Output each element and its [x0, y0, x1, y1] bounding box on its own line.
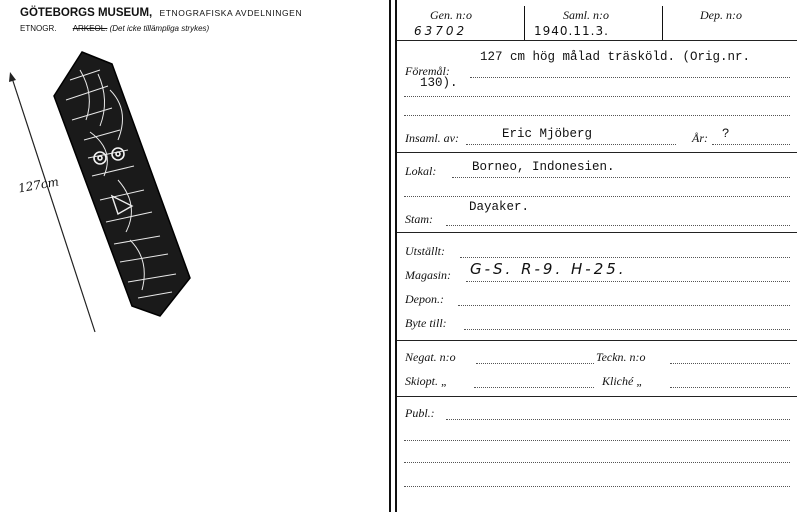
stam-value: Dayaker.	[469, 200, 530, 214]
rule-skiopt	[397, 396, 797, 397]
lokal-label: Lokal:	[405, 164, 437, 178]
shield-silhouette	[54, 52, 190, 316]
measure-arrow-head	[9, 72, 16, 82]
dimension-label: 127cm	[17, 174, 60, 196]
etnogr-label: ETNOGR.	[20, 24, 57, 33]
arkeol-struck-label: ARKEOL.	[72, 24, 108, 33]
saml-label: Saml. n:o	[563, 8, 609, 22]
strike-note: (Det icke tillämpliga strykes)	[109, 24, 210, 33]
foremal-line1: 127 cm hög målad träsköld. (Orig.nr.	[480, 50, 751, 64]
header-divider-1	[524, 6, 525, 40]
department-name: ETNOGRAFISKA AVDELNINGEN	[159, 8, 303, 18]
byte-label: Byte till:	[405, 316, 447, 330]
rule-insaml	[397, 152, 797, 153]
negat-label: Negat. n:o	[405, 350, 456, 364]
ar-label: År:	[692, 131, 708, 145]
stam-label: Stam:	[405, 212, 433, 226]
gen-label: Gen. n:o	[430, 8, 472, 22]
section-line	[20, 24, 209, 33]
insaml-value: Eric Mjöberg	[502, 127, 593, 141]
rule-header	[397, 40, 797, 41]
ar-value: ?	[722, 127, 730, 141]
saml-value: 1940.11.3.	[534, 24, 609, 38]
foremal-label: Föremål:	[405, 64, 450, 78]
kliche-label: Kliché „	[602, 374, 643, 388]
card-border-left	[395, 0, 397, 512]
insaml-label: Insaml. av:	[405, 131, 459, 145]
card-divider-left	[389, 0, 391, 512]
lokal-value: Borneo, Indonesien.	[472, 160, 615, 174]
magasin-label: Magasin:	[405, 268, 451, 282]
teckn-label: Teckn. n:o	[596, 350, 646, 364]
foremal-line2: 130).	[420, 76, 458, 90]
skiopt-label: Skiopt. „	[405, 374, 448, 388]
header-divider-2	[662, 6, 663, 40]
museum-header	[20, 7, 302, 19]
dep-label: Dep. n:o	[700, 8, 742, 22]
rule-byte	[397, 340, 797, 341]
museum-name: GÖTEBORGS MUSEUM,	[20, 7, 153, 19]
depon-label: Depon.:	[405, 292, 444, 306]
publ-label: Publ.:	[405, 406, 435, 420]
utstallt-label: Utställt:	[405, 244, 446, 258]
rule-stam	[397, 232, 797, 233]
gen-value: 63702	[414, 24, 468, 38]
magasin-value: G-S. R-9. H-25.	[470, 260, 627, 278]
